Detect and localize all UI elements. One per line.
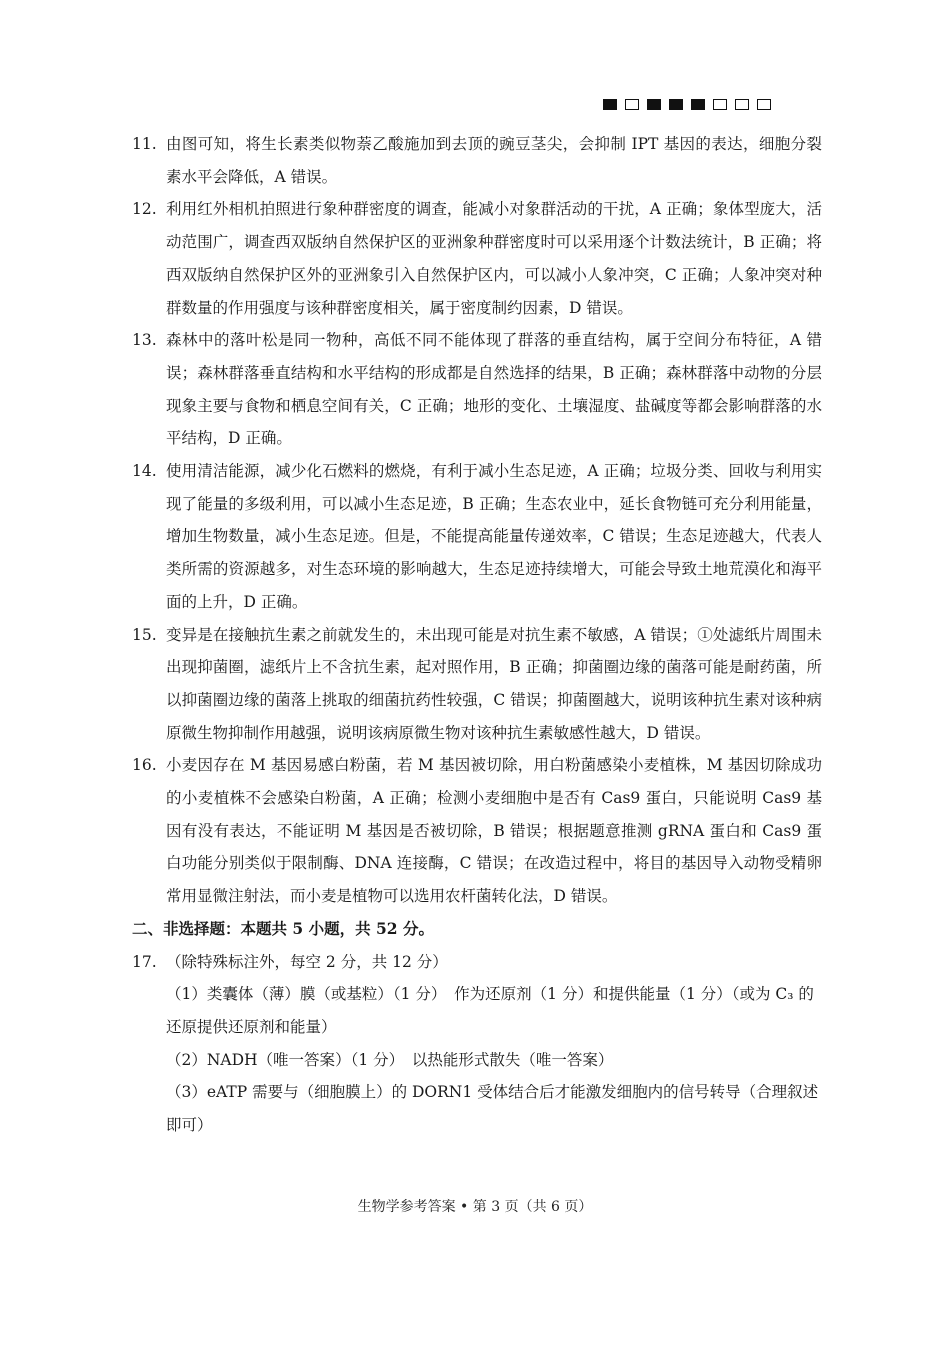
answer-item-14 [132,455,822,619]
item-number: 16. [132,756,157,775]
item-number: 13. [132,331,157,350]
item-text: 使用清洁能源，减少化石燃料的燃烧，有利于减小生态足迹，A 正确；垃圾分类、回收与利用实现了能量的多级利用，可以减小生态足迹，B 正确；生态农业中，延长食物链可充分利用能量，增加生物数量，减小生态足迹。但是，不能提高能量传递效率，C 错误；生态足迹越大，代表人类所需的资源越多，对生态环境的影响越大，生态足迹持续增大，可能会导致土地荒漠化和海平面的上升，D 正确。 [166,462,822,611]
header-mark [735,99,749,110]
header-mark [757,99,771,110]
answer-item-13 [132,324,822,455]
section-title: 二、非选择题：本题共 5 小题，共 52 分。 [132,918,434,938]
answer-item-12 [132,193,822,324]
item-number: 15. [132,625,157,644]
header-mark [691,99,705,110]
sub-answer-2: （2）NADH（唯一答案）（1 分） 以热能形式散失（唯一答案） [166,1050,614,1069]
item-number: 12. [132,200,157,219]
item-text: 由图可知，将生长素类似物萘乙酸施加到去顶的豌豆茎尖，会抑制 IPT 基因的表达，细胞分裂素水平会降低，A 错误。 [166,135,822,186]
header-marks [603,99,771,110]
item-text: 小麦因存在 M 基因易感白粉菌，若 M 基因被切除，用白粉菌感染小麦植株，M 基因切除成功的小麦植株不会感染白粉菌，A 正确；检测小麦细胞中是否有 Cas9 蛋白，只能说明 Cas9 基因有没有表达，不能证明 M 基因是否被切除，B 错误；根据题意推测 gRNA 蛋白和 Cas9 蛋白功能分别类似于限制酶、DNA 连接酶，C 错误；在改造过程中，将目的基因导入动物受精卵常用显微注射法，而小麦是植物可以选用农杆菌转化法，D 错误。 [166,756,822,906]
answer-item-11 [132,128,822,193]
header-mark [669,99,683,110]
item-text: 森林中的落叶松是同一物种，高低不同不能体现了群落的垂直结构，属于空间分布特征，A 错误；森林群落垂直结构和水平结构的形成都是自然选择的结果，B 正确；森林群落中动物的分层现象主要与食物和栖息空间有关，C 正确；地形的变化、土壤湿度、盐碱度等都会影响群落的水平结构，D 正确。 [166,331,822,448]
header-mark [625,99,639,110]
sub-answer-3: （3）eATP 需要与（细胞膜上）的 DORN1 受体结合后才能激发细胞内的信号转导（合理叙述即可） [166,1083,819,1135]
item-text: 变异是在接触抗生素之前就发生的，未出现可能是对抗生素不敏感，A 错误；①处滤纸片周围未出现抑菌圈，滤纸片上不含抗生素，起对照作用，B 正确；抑菌圈边缘的菌落可能是耐药菌，所以抑菌圈边缘的菌落上挑取的细菌抗药性较强，C 错误；抑菌圈越大，说明该种抗生素对该种病原微生物抑制作用越强，说明该病原微生物对该种抗生素敏感性越大，D 错误。 [166,625,822,742]
answer-item-17 [132,946,822,979]
item-number: 11. [132,135,157,153]
answer-content [132,128,822,1142]
answer-item-15 [132,619,822,750]
item-number: 14. [132,462,157,481]
item-number: 17. [132,952,157,971]
item-intro: （除特殊标注外，每空 2 分，共 12 分） [166,952,448,971]
header-mark [603,99,617,110]
page-footer: 生物学参考答案 • 第 3 页（共 6 页） [357,1199,593,1215]
sub-answer-1: （1）类囊体（薄）膜（或基粒）（1 分） 作为还原剂（1 分）和提供能量（1 分）（或为 C₃ 的还原提供还原剂和能量） [166,985,814,1036]
header-mark [713,99,727,110]
answer-item-16 [132,749,822,913]
item-text: 利用红外相机拍照进行象种群密度的调查，能减小对象群活动的干扰，A 正确；象体型庞大，活动范围广，调查西双版纳自然保护区的亚洲象种群密度时可以采用逐个计数法统计，B 正确；将西双版纳自然保护区外的亚洲象引入自然保护区内，可以减小人象冲突，C 正确；人象冲突对种群数量的作用强度与该种群密度相关，属于密度制约因素，D 错误。 [166,200,822,317]
header-mark [647,99,661,110]
